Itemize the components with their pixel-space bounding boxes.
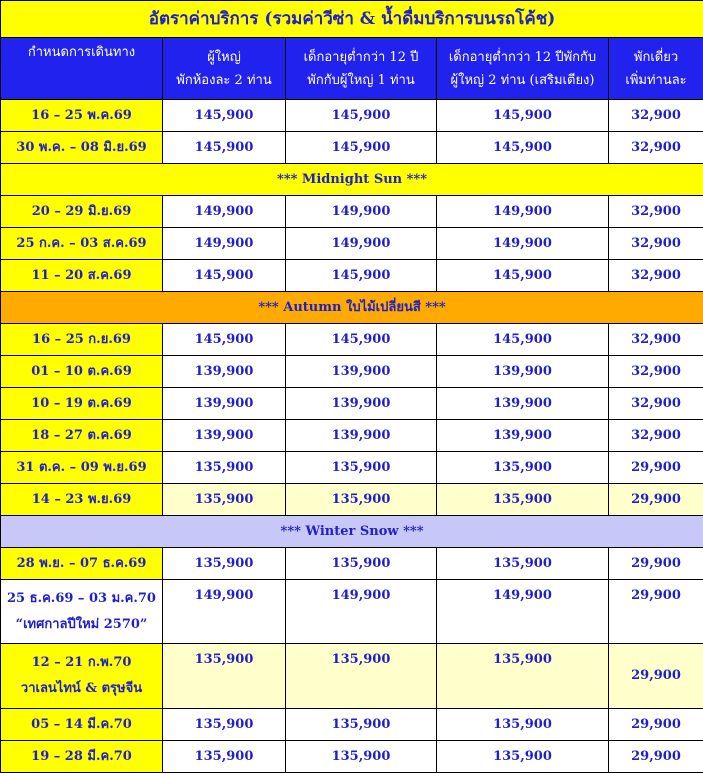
travel-date <box>1 644 163 709</box>
price-child-with-adult: 135,900 <box>286 452 437 484</box>
header-row <box>1 38 703 100</box>
price-child-with-adult: 135,900 <box>286 709 437 741</box>
price-adult: 145,900 <box>163 324 286 356</box>
price-adult: 135,900 <box>163 644 286 709</box>
travel-date: 05 – 14 มี.ค.70 <box>1 709 163 741</box>
title-row <box>1 1 703 38</box>
price-child-with-adult: 139,900 <box>286 388 437 420</box>
travel-date: 30 พ.ค. – 08 มิ.ย.69 <box>1 132 163 164</box>
price-single: 29,900 <box>609 580 703 644</box>
header-child-with-adult: เด็กอายุต่ำกว่า 12 ปี พักกับผู้ใหญ่ 1 ท่าน <box>286 38 437 100</box>
price-single: 32,900 <box>609 260 703 292</box>
table-row <box>1 580 703 644</box>
table-row <box>1 228 703 260</box>
section-winter-snow: *** Winter Snow *** <box>1 516 703 548</box>
header-single-supplement: พักเดี่ยว เพิ่มท่านละ <box>609 38 703 100</box>
table-row <box>1 100 703 132</box>
header-adult: ผู้ใหญ่ พักห้องละ 2 ท่าน <box>163 38 286 100</box>
price-single: 29,900 <box>609 709 703 741</box>
price-child-with-adult: 145,900 <box>286 324 437 356</box>
price-child-extra-bed: 135,900 <box>437 452 609 484</box>
price-child-with-adult: 149,900 <box>286 580 437 644</box>
price-child-extra-bed: 139,900 <box>437 388 609 420</box>
section-row <box>1 516 703 548</box>
price-adult: 145,900 <box>163 132 286 164</box>
price-single: 32,900 <box>609 356 703 388</box>
travel-date: 19 – 28 มี.ค.70 <box>1 741 163 773</box>
price-child-with-adult: 139,900 <box>286 356 437 388</box>
table-row <box>1 388 703 420</box>
travel-date: 28 พ.ย. – 07 ธ.ค.69 <box>1 548 163 580</box>
price-child-extra-bed: 135,900 <box>437 644 609 709</box>
price-child-with-adult: 149,900 <box>286 196 437 228</box>
price-single: 32,900 <box>609 228 703 260</box>
table-row <box>1 196 703 228</box>
price-adult: 135,900 <box>163 548 286 580</box>
table-row <box>1 709 703 741</box>
price-child-extra-bed: 145,900 <box>437 324 609 356</box>
travel-date: 18 – 27 ต.ค.69 <box>1 420 163 452</box>
price-child-with-adult: 135,900 <box>286 644 437 709</box>
price-single: 32,900 <box>609 388 703 420</box>
travel-date: 25 ก.ค. – 03 ส.ค.69 <box>1 228 163 260</box>
price-single: 32,900 <box>609 100 703 132</box>
price-child-with-adult: 145,900 <box>286 132 437 164</box>
table-row <box>1 452 703 484</box>
travel-date: 10 – 19 ต.ค.69 <box>1 388 163 420</box>
price-child-extra-bed: 149,900 <box>437 580 609 644</box>
travel-date: 14 – 23 พ.ย.69 <box>1 484 163 516</box>
price-single: 32,900 <box>609 132 703 164</box>
price-adult: 139,900 <box>163 388 286 420</box>
price-child-extra-bed: 145,900 <box>437 260 609 292</box>
price-child-extra-bed: 139,900 <box>437 356 609 388</box>
price-adult: 149,900 <box>163 580 286 644</box>
price-child-with-adult: 145,900 <box>286 100 437 132</box>
price-adult: 135,900 <box>163 741 286 773</box>
price-single: 29,900 <box>609 484 703 516</box>
price-child-extra-bed: 135,900 <box>437 548 609 580</box>
price-single: 32,900 <box>609 420 703 452</box>
price-child-with-adult: 145,900 <box>286 260 437 292</box>
travel-date: 31 ต.ค. – 09 พ.ย.69 <box>1 452 163 484</box>
price-child-extra-bed: 145,900 <box>437 132 609 164</box>
price-single: 29,900 <box>609 452 703 484</box>
table-row <box>1 484 703 516</box>
price-adult: 145,900 <box>163 260 286 292</box>
price-adult: 135,900 <box>163 484 286 516</box>
section-row <box>1 164 703 196</box>
travel-date: 16 – 25 พ.ค.69 <box>1 100 163 132</box>
travel-date-range: 25 ธ.ค.69 – 03 ม.ค.70 <box>7 591 156 606</box>
price-child-with-adult: 135,900 <box>286 741 437 773</box>
price-single: 29,900 <box>609 548 703 580</box>
price-child-with-adult: 135,900 <box>286 548 437 580</box>
table-title: อัตราค่าบริการ (รวมค่าวีซ่า & น้ำดื่มบริการบนรถโค้ช) <box>1 1 703 38</box>
table-row <box>1 644 703 709</box>
travel-date: 01 – 10 ต.ค.69 <box>1 356 163 388</box>
header-child-extra-bed: เด็กอายุต่ำกว่า 12 ปีพักกับ ผู้ใหญ่ 2 ท่าน (เสริมเตียง) <box>437 38 609 100</box>
price-adult: 149,900 <box>163 228 286 260</box>
price-adult: 145,900 <box>163 100 286 132</box>
header-travel-date: กำหนดการเดินทาง <box>1 38 163 100</box>
travel-date: 20 – 29 มิ.ย.69 <box>1 196 163 228</box>
price-child-extra-bed: 135,900 <box>437 741 609 773</box>
travel-date-range: 12 – 21 ก.พ.70 <box>32 655 132 670</box>
price-single: 29,900 <box>609 644 703 709</box>
table-row <box>1 132 703 164</box>
price-adult: 139,900 <box>163 356 286 388</box>
price-single: 32,900 <box>609 196 703 228</box>
section-autumn: *** Autumn ใบไม้เปลี่ยนสี *** <box>1 292 703 324</box>
table-row <box>1 356 703 388</box>
table-row <box>1 741 703 773</box>
price-child-with-adult: 139,900 <box>286 420 437 452</box>
travel-date <box>1 580 163 644</box>
travel-date: 16 – 25 ก.ย.69 <box>1 324 163 356</box>
price-child-extra-bed: 145,900 <box>437 100 609 132</box>
table-row <box>1 260 703 292</box>
travel-date-note: “เทศกาลปีใหม่ 2570” <box>16 617 148 632</box>
section-row <box>1 292 703 324</box>
price-adult: 139,900 <box>163 420 286 452</box>
price-single: 29,900 <box>609 741 703 773</box>
price-adult: 135,900 <box>163 452 286 484</box>
section-midnight-sun: *** Midnight Sun *** <box>1 164 703 196</box>
price-single: 32,900 <box>609 324 703 356</box>
price-child-extra-bed: 139,900 <box>437 420 609 452</box>
table-row <box>1 548 703 580</box>
price-child-extra-bed: 135,900 <box>437 484 609 516</box>
price-child-extra-bed: 149,900 <box>437 228 609 260</box>
travel-date-note: วาเลนไทน์ & ตรุษจีน <box>21 681 142 696</box>
price-adult: 149,900 <box>163 196 286 228</box>
price-child-with-adult: 135,900 <box>286 484 437 516</box>
table-row <box>1 324 703 356</box>
table-row <box>1 420 703 452</box>
price-child-extra-bed: 135,900 <box>437 709 609 741</box>
price-child-extra-bed: 149,900 <box>437 196 609 228</box>
travel-date: 11 – 20 ส.ค.69 <box>1 260 163 292</box>
price-child-with-adult: 149,900 <box>286 228 437 260</box>
price-adult: 135,900 <box>163 709 286 741</box>
